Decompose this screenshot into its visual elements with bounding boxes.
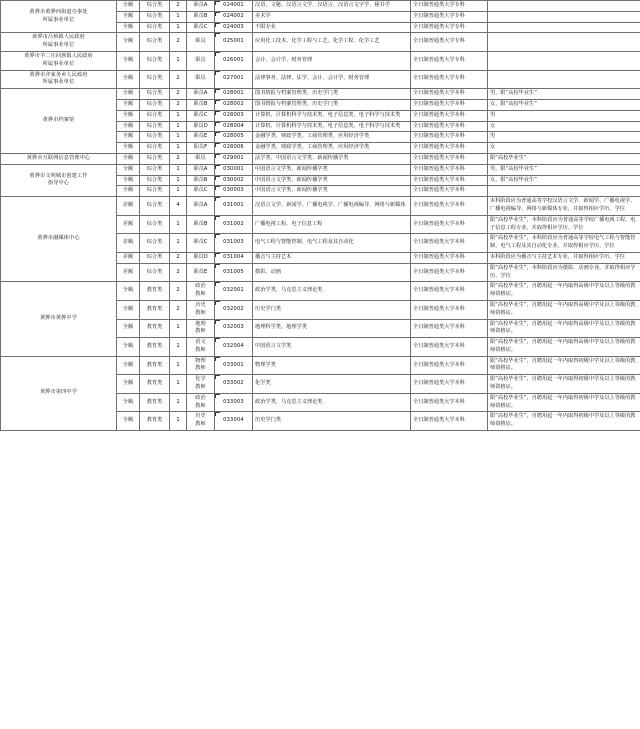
post-name-cell: 职员E [187,132,215,143]
post-name-cell: 职员D [187,121,215,132]
count-cell: 1 [170,121,187,132]
remark-cell: 女 [488,143,640,154]
count-cell: 1 [170,22,187,33]
category-cell: 综合类 [140,234,170,253]
funding-cell: 全额 [117,110,140,121]
count-cell: 2 [170,282,187,301]
remark-cell: 限“高校毕业生”，本科阶段应为普通高等学校电气工程与智能控制、电气工程及其自动化专业，并取得相应学历、学位 [488,234,640,253]
table-row [1,33,640,52]
count-cell: 1 [170,234,187,253]
unit-name-cell: 黄骅市文明城市创建工作 指导中心 [1,164,117,196]
table-row [1,356,640,375]
post-name-cell: 职员C [187,234,215,253]
remark-cell [488,70,640,89]
post-code-cell: 031003 [215,234,253,253]
education-requirement-cell: 全日制普通类大学本科 [411,121,488,132]
post-code-cell: 031001 [215,197,253,216]
post-code-cell: 028005 [215,132,253,143]
education-requirement-cell: 全日制普通类大学本科 [411,356,488,375]
education-requirement-cell: 全日制普通类大学专科 [411,51,488,70]
education-requirement-cell: 全日制普通类大学本科 [411,132,488,143]
post-code-cell: 024002 [215,11,253,22]
post-name-cell: 职员A [187,1,215,12]
unit-name-cell: 黄骅市档案馆 [1,89,117,154]
education-requirement-cell: 全日制普通类大学本科 [411,300,488,319]
major-requirement-cell: 法学类、中国语言文学类、新闻传播学类 [253,153,411,164]
count-cell: 1 [170,319,187,338]
post-name-cell: 历史 教师 [187,300,215,319]
unit-name-cell: 黄骅市黄骅中学 [1,282,117,356]
category-cell: 综合类 [140,186,170,197]
education-requirement-cell: 全日制普通类大学本科 [411,175,488,186]
post-name-cell: 职员C [187,110,215,121]
funding-cell: 全额 [117,70,140,89]
funding-cell: 全额 [117,153,140,164]
education-requirement-cell: 全日制普通类大学本科 [411,164,488,175]
post-name-cell: 职员E [187,263,215,282]
major-requirement-cell: 金融学类、财政学类、工商管理类、应用经济学类 [253,143,411,154]
post-code-cell: 024001 [215,1,253,12]
education-requirement-cell: 全日制普通类大学专科 [411,70,488,89]
remark-cell: 限“高校毕业生”，自聘用起一年内取得高级中学及以上等级的教师资格证。 [488,300,640,319]
count-cell: 1 [170,356,187,375]
unit-name-cell: 黄骅市融媒体中心 [1,197,117,282]
category-cell: 综合类 [140,132,170,143]
major-requirement-cell: 历史学门类 [253,412,411,431]
education-requirement-cell: 全日制普通类大学本科 [411,234,488,253]
post-name-cell: 职员B [187,175,215,186]
count-cell: 2 [170,89,187,100]
unit-name-cell: 黄骅市齐家务乡人民政府 所属事业单位 [1,70,117,89]
category-cell: 综合类 [140,89,170,100]
remark-cell: 男，限“高校毕业生” [488,89,640,100]
major-requirement-cell: 中国语言文学类、新闻传播学类 [253,164,411,175]
major-requirement-cell: 中国语言文学类 [253,338,411,357]
count-cell: 1 [170,412,187,431]
post-code-cell: 030001 [215,164,253,175]
category-cell: 综合类 [140,33,170,52]
post-code-cell: 028001 [215,89,253,100]
count-cell: 1 [170,375,187,394]
funding-cell: 差额 [117,215,140,234]
funding-cell: 全额 [117,99,140,110]
post-code-cell: 030002 [215,175,253,186]
funding-cell: 全额 [117,22,140,33]
post-name-cell: 政治 教师 [187,393,215,412]
post-name-cell: 职员 [187,51,215,70]
major-requirement-cell: 中国语言文学类、新闻传播学类 [253,175,411,186]
count-cell: 1 [170,164,187,175]
count-cell: 1 [170,338,187,357]
post-code-cell: 025001 [215,33,253,52]
post-name-cell: 职员B [187,215,215,234]
count-cell: 2 [170,1,187,12]
table-body [1,1,640,431]
funding-cell: 全额 [117,11,140,22]
education-requirement-cell: 全日制普通类大学本科 [411,263,488,282]
category-cell: 综合类 [140,215,170,234]
table-row [1,1,640,12]
post-code-cell: 032001 [215,282,253,301]
education-requirement-cell: 全日制普通类大学本科 [411,252,488,263]
post-code-cell: 031002 [215,215,253,234]
major-requirement-cell: 法律事务、法律、法学、会计、会计学、财务管理 [253,70,411,89]
post-code-cell: 031005 [215,263,253,282]
education-requirement-cell: 全日制普通类大学本科 [411,197,488,216]
remark-cell: 男 [488,132,640,143]
count-cell: 1 [170,175,187,186]
post-code-cell: 026001 [215,51,253,70]
category-cell: 综合类 [140,99,170,110]
remark-cell: 女，限“高校毕业生” [488,99,640,110]
category-cell: 教育类 [140,375,170,394]
category-cell: 综合类 [140,153,170,164]
count-cell: 2 [170,33,187,52]
category-cell: 综合类 [140,11,170,22]
count-cell: 2 [170,99,187,110]
post-code-cell: 028003 [215,110,253,121]
major-requirement-cell: 图书情报与档案管理类、历史学门类 [253,89,411,100]
remark-cell: 限“高校毕业生”，自聘用起一年内取得初级中学及以上等级的教师资格证。 [488,356,640,375]
count-cell: 2 [170,70,187,89]
category-cell: 教育类 [140,282,170,301]
category-cell: 教育类 [140,300,170,319]
major-requirement-cell: 摄影、动画 [253,263,411,282]
education-requirement-cell: 全日制普通类大学专科 [411,11,488,22]
count-cell: 1 [170,393,187,412]
education-requirement-cell: 全日制普通类大学专科 [411,22,488,33]
post-name-cell: 政治 教师 [187,282,215,301]
category-cell: 教育类 [140,338,170,357]
remark-cell [488,33,640,52]
remark-cell [488,51,640,70]
funding-cell: 全额 [117,175,140,186]
major-requirement-cell: 化学类 [253,375,411,394]
post-code-cell: 032002 [215,300,253,319]
post-name-cell: 地理 教师 [187,319,215,338]
remark-cell: 男，限“高校毕业生” [488,164,640,175]
unit-name-cell: 黄骅市黄骅西街道办事处 所属事业单位 [1,1,117,33]
education-requirement-cell: 全日制普通类大学本科 [411,99,488,110]
category-cell: 综合类 [140,164,170,175]
post-code-cell: 033001 [215,356,253,375]
post-code-cell: 024003 [215,22,253,33]
category-cell: 综合类 [140,175,170,186]
education-requirement-cell: 全日制普通类大学本科 [411,143,488,154]
post-name-cell: 职员 [187,153,215,164]
major-requirement-cell: 计算机、计算机科学与技术类、电子信息类、电子科学与技术类 [253,121,411,132]
remark-cell: 限“高校毕业生”，自聘用起一年内取得初级中学及以上等级的教师资格证。 [488,412,640,431]
education-requirement-cell: 全日制普通类大学专科 [411,33,488,52]
count-cell: 2 [170,252,187,263]
major-requirement-cell: 计算机、计算机科学与技术类、电子信息类、电子科学与技术类 [253,110,411,121]
remark-cell: 女，限“高校毕业生” [488,175,640,186]
category-cell: 综合类 [140,263,170,282]
major-requirement-cell: 中国语言文学类、新闻传播学类 [253,186,411,197]
major-requirement-cell: 图书情报与档案管理类、历史学门类 [253,99,411,110]
major-requirement-cell: 美术学 [253,11,411,22]
count-cell: 4 [170,197,187,216]
remark-cell: 限“高校毕业生”，自聘用起一年内取得高级中学及以上等级的教师资格证。 [488,282,640,301]
count-cell: 1 [170,132,187,143]
major-requirement-cell: 物理学类 [253,356,411,375]
post-name-cell: 职员 [187,70,215,89]
table-row [1,89,640,100]
major-requirement-cell: 地理科学类、地理学类 [253,319,411,338]
major-requirement-cell: 广播电视工程、电子信息工程 [253,215,411,234]
funding-cell: 全额 [117,33,140,52]
funding-cell: 全额 [117,338,140,357]
funding-cell: 全额 [117,300,140,319]
unit-name-cell: 黄骅市羊二庄回族镇人民政府 所属事业单位 [1,51,117,70]
funding-cell: 全额 [117,89,140,100]
post-code-cell: 032003 [215,319,253,338]
count-cell: 1 [170,110,187,121]
category-cell: 教育类 [140,393,170,412]
funding-cell: 全额 [117,51,140,70]
unit-name-cell: 黄骅市第四中学 [1,356,117,430]
count-cell: 1 [170,51,187,70]
post-name-cell: 物理 教师 [187,356,215,375]
remark-cell [488,1,640,12]
remark-cell [488,22,640,33]
post-code-cell: 028002 [215,99,253,110]
post-name-cell: 语文 教师 [187,338,215,357]
education-requirement-cell: 全日制普通类大学本科 [411,393,488,412]
remark-cell: 男 [488,110,640,121]
count-cell: 2 [170,153,187,164]
remark-cell: 限“高校毕业生”，自聘用起一年内取得初级中学及以上等级的教师资格证。 [488,393,640,412]
count-cell: 1 [170,186,187,197]
funding-cell: 全额 [117,143,140,154]
funding-cell: 差额 [117,234,140,253]
table-row [1,51,640,70]
education-requirement-cell: 全日制普通类大学本科 [411,153,488,164]
table-row [1,282,640,301]
remark-cell: 限“高校毕业生”，本科阶段应为摄影、动画专业，并取得相应学历、学位 [488,263,640,282]
remark-cell: 限“高校毕业生”，自聘用起一年内取得高级中学及以上等级的教师资格证。 [488,319,640,338]
post-name-cell: 职员 [187,33,215,52]
category-cell: 综合类 [140,121,170,132]
major-requirement-cell: 金融学类、财政学类、工商管理类、应用经济学类 [253,132,411,143]
post-code-cell: 027001 [215,70,253,89]
post-code-cell: 029001 [215,153,253,164]
post-name-cell: 职员A [187,164,215,175]
remark-cell: 限“高校毕业生”，自聘用起一年内取得初级中学及以上等级的教师资格证。 [488,375,640,394]
education-requirement-cell: 全日制普通类大学本科 [411,186,488,197]
funding-cell: 全额 [117,356,140,375]
education-requirement-cell: 全日制普通类大学本科 [411,215,488,234]
count-cell: 2 [170,263,187,282]
count-cell: 1 [170,215,187,234]
category-cell: 综合类 [140,22,170,33]
post-code-cell: 033004 [215,412,253,431]
post-code-cell: 028004 [215,121,253,132]
funding-cell: 全额 [117,164,140,175]
category-cell: 综合类 [140,110,170,121]
funding-cell: 全额 [117,393,140,412]
count-cell: 1 [170,143,187,154]
education-requirement-cell: 全日制普通类大学本科 [411,412,488,431]
major-requirement-cell: 政治学类、马克思主义理论类 [253,393,411,412]
major-requirement-cell: 不限专业 [253,22,411,33]
post-name-cell: 职员D [187,252,215,263]
funding-cell: 差额 [117,252,140,263]
major-requirement-cell: 历史学门类 [253,300,411,319]
table-row [1,153,640,164]
funding-cell: 全额 [117,132,140,143]
funding-cell: 全额 [117,319,140,338]
post-name-cell: 职员B [187,11,215,22]
funding-cell: 全额 [117,412,140,431]
table-row [1,70,640,89]
post-name-cell: 职员B [187,99,215,110]
major-requirement-cell: 汉语、文秘、汉语言文学、汉语言、汉语言文字学、秘书学 [253,1,411,12]
funding-cell: 差额 [117,263,140,282]
category-cell: 综合类 [140,197,170,216]
education-requirement-cell: 全日制普通类大学本科 [411,89,488,100]
table-row [1,164,640,175]
category-cell: 综合类 [140,70,170,89]
category-cell: 综合类 [140,1,170,12]
education-requirement-cell: 全日制普通类大学本科 [411,110,488,121]
major-requirement-cell: 汉语言文学、新闻学、广播电视学、广播电视编导、网络与新媒体 [253,197,411,216]
education-requirement-cell: 全日制普通类大学本科 [411,282,488,301]
education-requirement-cell: 全日制普通类大学专科 [411,1,488,12]
category-cell: 教育类 [140,319,170,338]
post-name-cell: 历史 教师 [187,412,215,431]
unit-name-cell: 黄骅市吕桥镇人民政府 所属事业单位 [1,33,117,52]
post-code-cell: 028006 [215,143,253,154]
post-name-cell: 职员F [187,143,215,154]
remark-cell [488,186,640,197]
post-code-cell: 031004 [215,252,253,263]
post-code-cell: 032004 [215,338,253,357]
remark-cell: 女 [488,121,640,132]
funding-cell: 全额 [117,186,140,197]
count-cell: 2 [170,300,187,319]
category-cell: 综合类 [140,51,170,70]
category-cell: 综合类 [140,252,170,263]
post-name-cell: 职员C [187,186,215,197]
count-cell: 1 [170,11,187,22]
remark-cell: 限“高校毕业生”，本科阶段应为普通高等学校广播电视工程、电子信息工程专业，并取得相应学历、学位 [488,215,640,234]
post-name-cell: 职员A [187,89,215,100]
remark-cell: 本科阶段应为普通高等学校汉语言文学、新闻学、广播电视学、广播电视编导、网络与新媒体专业，并取得相应学历、学位 [488,197,640,216]
major-requirement-cell: 应用化工技术、化学工程与工艺、化学工程、化学工艺 [253,33,411,52]
education-requirement-cell: 全日制普通类大学本科 [411,319,488,338]
major-requirement-cell: 电气工程与智能控制、电气工程及其自动化 [253,234,411,253]
post-code-cell: 030003 [215,186,253,197]
category-cell: 综合类 [140,143,170,154]
major-requirement-cell: 会计、会计学、财务管理 [253,51,411,70]
post-code-cell: 033003 [215,393,253,412]
remark-cell: 限“高校毕业生” [488,153,640,164]
category-cell: 教育类 [140,412,170,431]
remark-cell [488,11,640,22]
remark-cell: 限“高校毕业生”，自聘用起一年内取得高级中学及以上等级的教师资格证。 [488,338,640,357]
post-name-cell: 职员A [187,197,215,216]
post-name-cell: 化学 教师 [187,375,215,394]
funding-cell: 全额 [117,1,140,12]
remark-cell: 本科阶段应为播音与主持艺术专业，并取得相应学历、学位 [488,252,640,263]
category-cell: 教育类 [140,356,170,375]
table-row [1,197,640,216]
post-name-cell: 职员C [187,22,215,33]
major-requirement-cell: 播音与主持艺术 [253,252,411,263]
funding-cell: 差额 [117,197,140,216]
funding-cell: 全额 [117,282,140,301]
education-requirement-cell: 全日制普通类大学本科 [411,375,488,394]
unit-name-cell: 黄骅市互联网信息管理中心 [1,153,117,164]
post-code-cell: 033002 [215,375,253,394]
funding-cell: 全额 [117,375,140,394]
funding-cell: 全额 [117,121,140,132]
major-requirement-cell: 政治学类、马克思主义理论类 [253,282,411,301]
education-requirement-cell: 全日制普通类大学本科 [411,338,488,357]
